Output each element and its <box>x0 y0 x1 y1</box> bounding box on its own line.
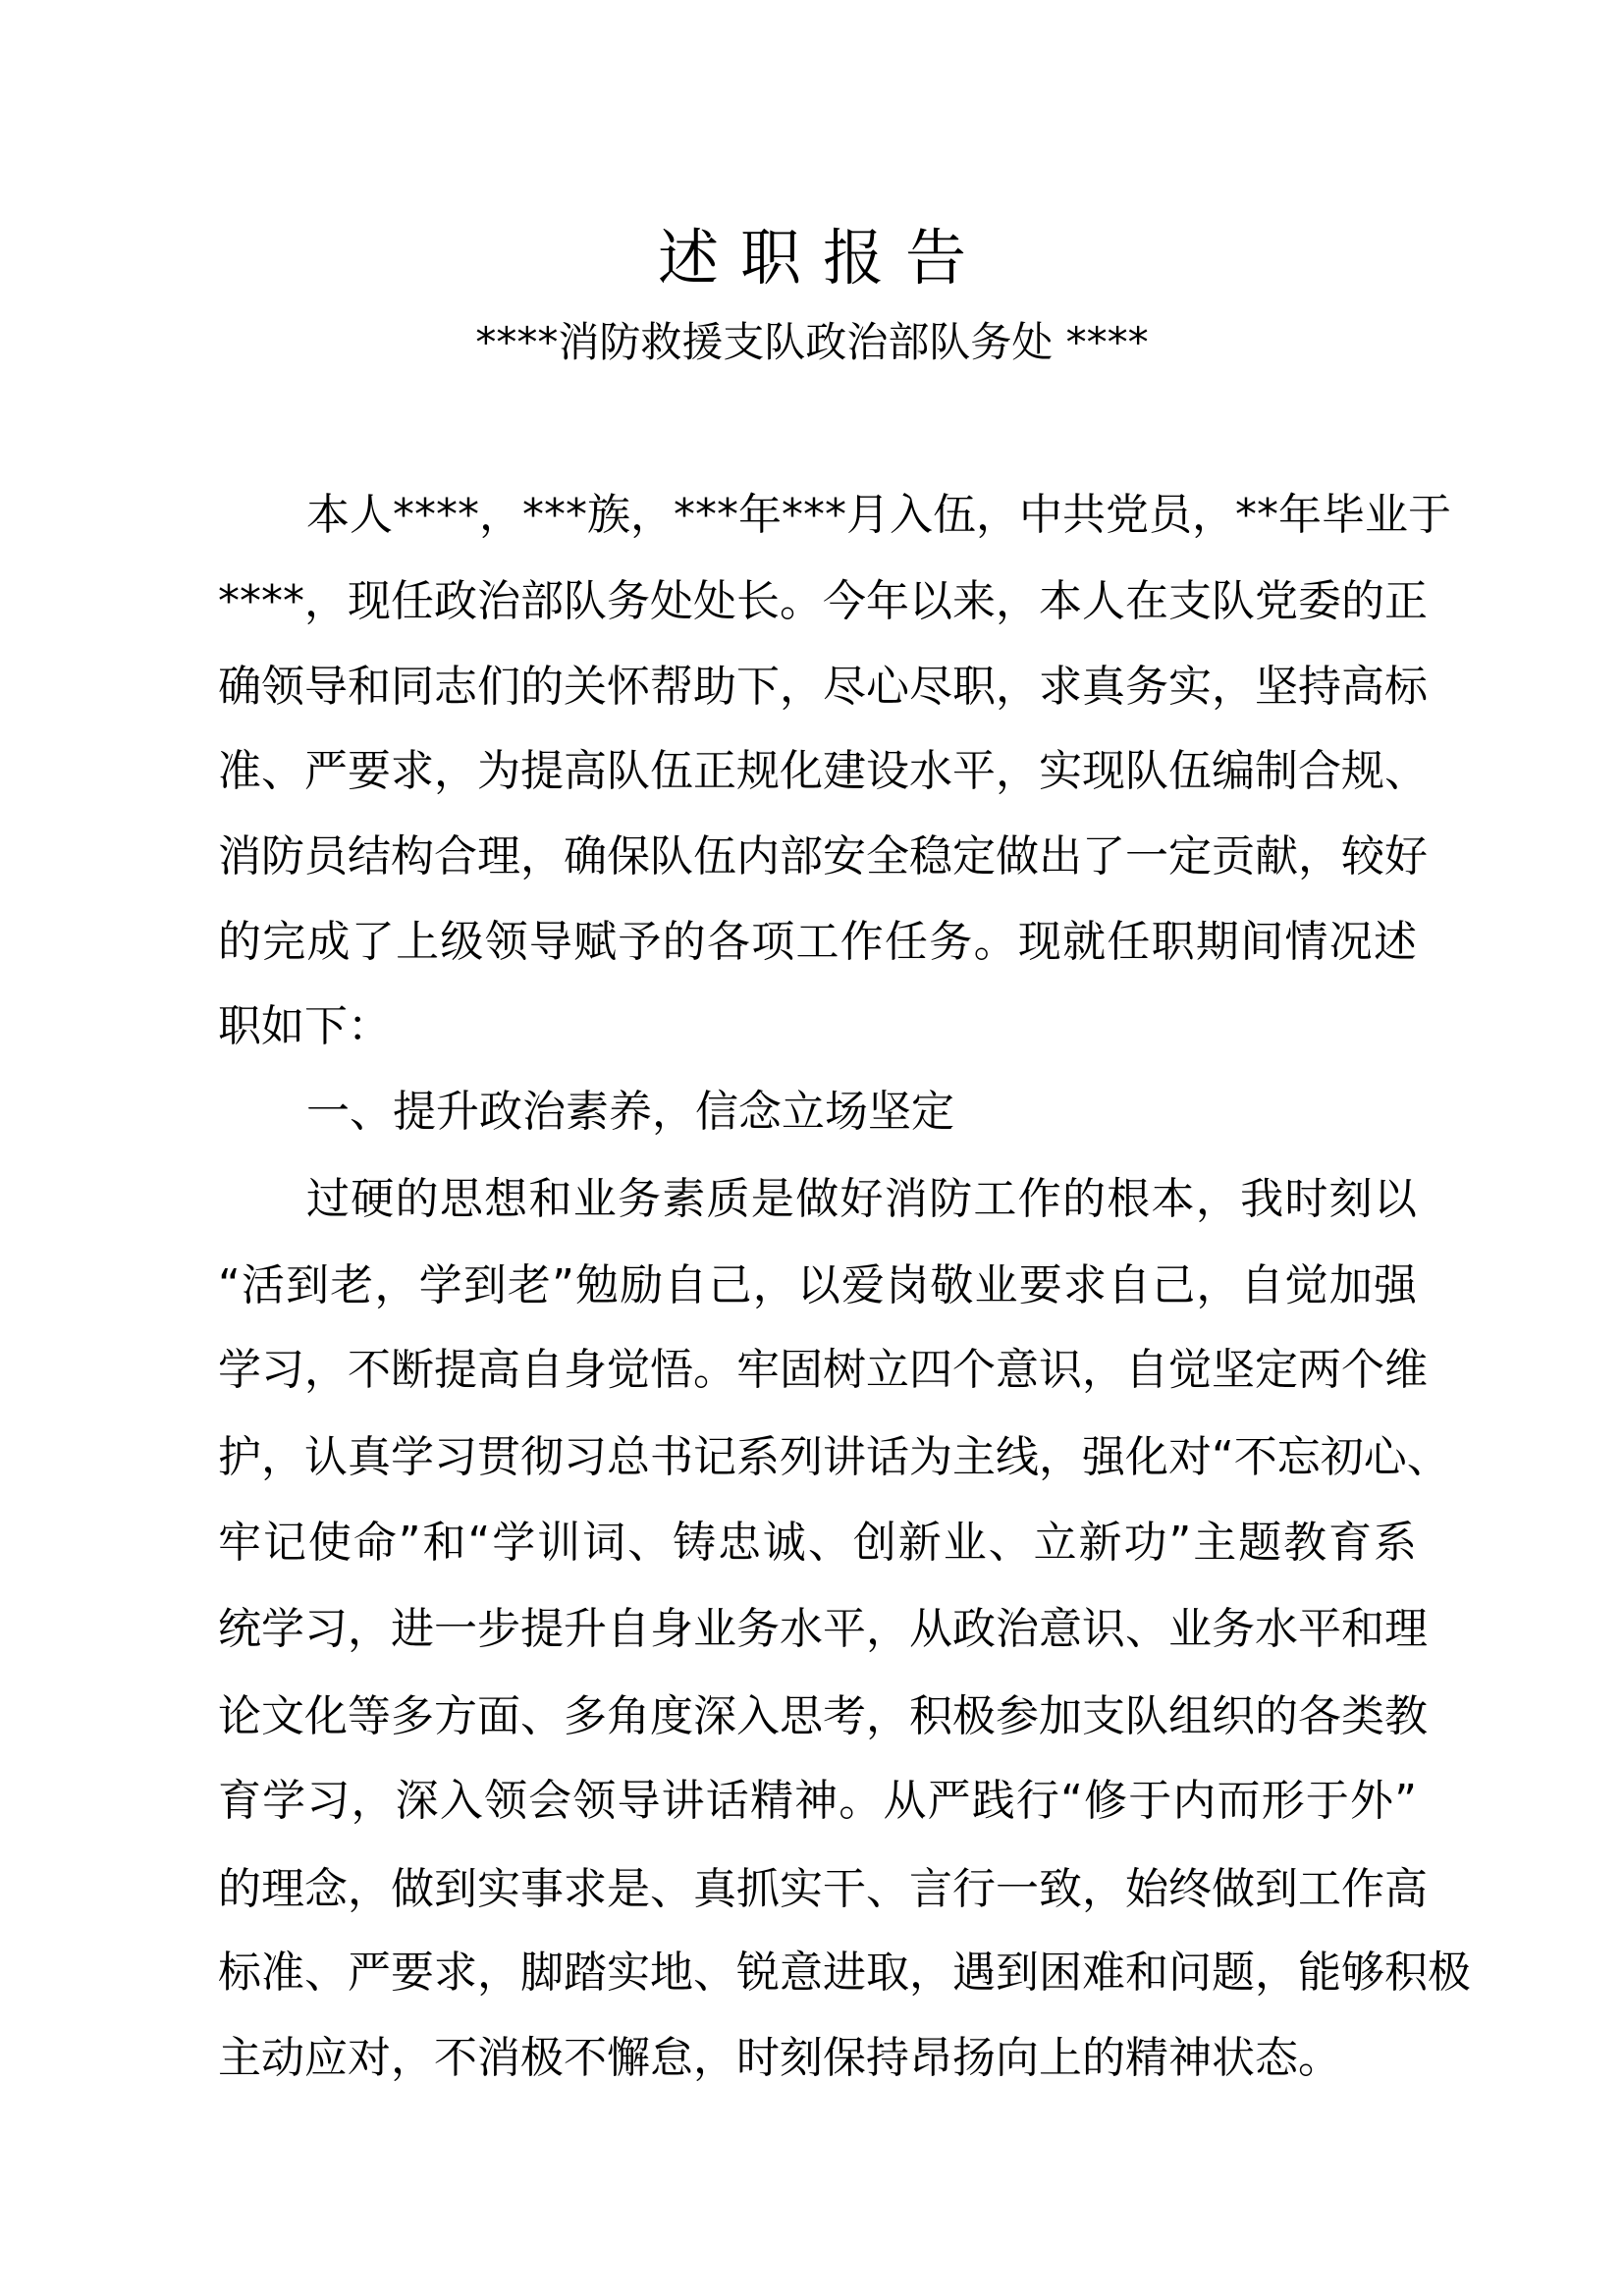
text-line: 的完成了上级领导赋予的各项工作任务。现就任职期间情况述 <box>218 917 1417 967</box>
text-line: 牢记使命”和“学训词、铸忠诚、创新业、立新功”主题教育系 <box>218 1518 1417 1568</box>
text-line: 主动应对，不消极不懈怠，时刻保持昂扬向上的精神状态。 <box>218 2033 1341 2083</box>
text-line: 准、严要求，为提高队伍正规化建设水平，实现队伍编制合规、 <box>218 746 1428 796</box>
text-line: 过硬的思想和业务素质是做好消防工作的根本，我时刻以 <box>306 1174 1417 1224</box>
text-line: 学习，不断提高自身觉悟。牢固树立四个意识，自觉坚定两个维 <box>218 1345 1428 1395</box>
text-line: “活到老，学到老”勉励自己，以爱岗敬业要求自己，自觉加强 <box>218 1260 1417 1310</box>
document-subtitle: ****消防救援支队政治部队务处 **** <box>475 318 1149 366</box>
text-line: 确领导和同志们的关怀帮助下，尽心尽职，求真务实，坚持高标 <box>218 662 1428 712</box>
text-line: 护，认真学习贯彻习总书记系列讲话为主线，强化对“不忘初心、 <box>218 1432 1450 1482</box>
text-line: 论文化等多方面、多角度深入思考，积极参加支队组织的各类教 <box>218 1691 1428 1741</box>
text-line: 消防员结构合理，确保队伍内部安全稳定做出了一定贡献，较好 <box>218 831 1428 881</box>
text-line: 统学习，进一步提升自身业务水平，从政治意识、业务水平和理 <box>218 1604 1428 1654</box>
text-line: 的理念，做到实事求是、真抓实干、言行一致，始终做到工作高 <box>218 1864 1428 1914</box>
text-line: 职如下： <box>218 1001 391 1051</box>
text-line: 本人****，***族，***年***月入伍，中共党员，**年毕业于 <box>306 490 1451 540</box>
text-line: 标准、严要求，脚踏实地、锐意进取，遇到困难和问题，能够积极 <box>218 1948 1471 1998</box>
document-title: 述职报告 <box>657 222 988 294</box>
section-heading: 一、提升政治素养，信念立场坚定 <box>306 1087 954 1137</box>
text-line: 育学习，深入领会领导讲话精神。从严践行“修于内而形于外” <box>218 1776 1417 1826</box>
text-line: ****，现任政治部队务处处长。今年以来，本人在支队党委的正 <box>218 576 1428 626</box>
